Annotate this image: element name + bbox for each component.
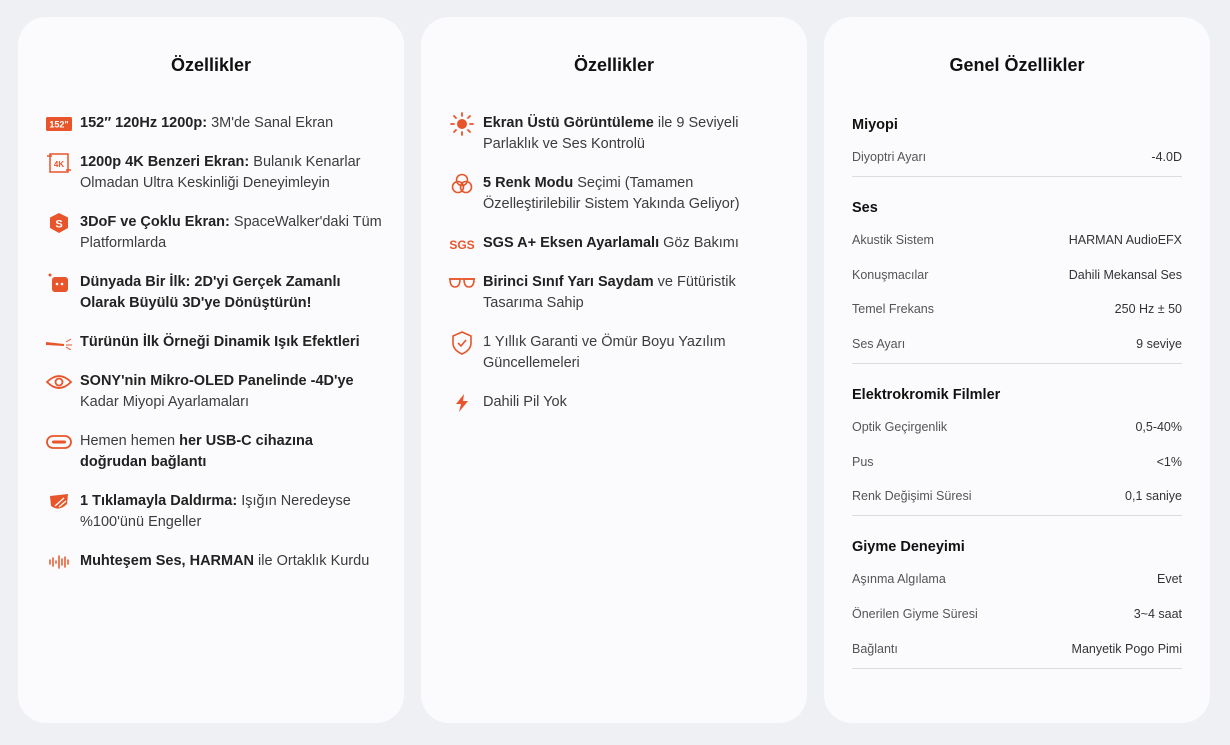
spec-row	[852, 481, 1182, 515]
screen-152-icon	[46, 113, 72, 134]
spec-label: Pus	[852, 454, 874, 469]
feature-text: ile Ortaklık Kurdu	[254, 553, 370, 569]
feature-bold: her USB-C cihazına doğrudan bağlantı	[80, 433, 313, 470]
spec-section-title: Giyme Deneyimi	[852, 539, 965, 556]
spec-section-title: Ses	[852, 200, 878, 216]
spec-value: HARMAN AudioEFX	[1068, 233, 1182, 247]
spec-label: Optik Geçirgenlik	[852, 420, 948, 435]
general-specs-card	[824, 17, 1210, 723]
feature-item	[46, 272, 382, 314]
features-card-1	[18, 17, 404, 723]
feature-item	[449, 392, 785, 413]
spec-section-wearing	[852, 536, 1182, 668]
feature-item	[46, 212, 382, 254]
feature-item	[449, 332, 785, 374]
feature-text: Seçimi (Tamamen Özelleştirilebilir Sistem Yakında Geliyor)	[483, 175, 740, 212]
spec-label: Bağlantı	[852, 641, 898, 656]
feature-bold: 1 Tıklamayla Daldırma:	[80, 493, 238, 509]
spec-section-audio	[852, 197, 1182, 364]
feature-bold: 3DoF ve Çoklu Ekran:	[80, 214, 230, 230]
spec-value: 0,1 saniye	[1125, 489, 1182, 504]
spec-value: <1%	[1156, 454, 1182, 469]
spec-value: 250 Hz ± 50	[1114, 302, 1182, 317]
spec-row	[852, 142, 1182, 176]
feature-item	[46, 113, 382, 134]
card-title: Özellikler	[573, 55, 655, 75]
spec-value: -4.0D	[1151, 150, 1182, 164]
dimming-lens-icon	[46, 491, 72, 512]
spec-label: Renk Değişimi Süresi	[852, 489, 972, 504]
feature-item	[46, 371, 382, 413]
spec-section-title: Miyopi	[852, 117, 898, 133]
spec-row	[852, 329, 1182, 363]
feature-item	[449, 113, 785, 155]
spec-value: Dahili Mekansal Ses	[1068, 267, 1182, 282]
feature-text: Bulanık Kenarlar Olmadan Ultra Keskinliği Deneyimleyin	[80, 154, 361, 191]
feature-item	[46, 332, 382, 353]
spec-label: Akustik Sistem	[852, 233, 934, 247]
spec-label: Önerilen Giyme Süresi	[852, 607, 978, 622]
feature-bold: Türünün İlk Örneği Dinamik Işık Efektleri	[80, 334, 360, 350]
spec-value: 3~4 saat	[1133, 607, 1182, 622]
card-title: Genel Özellikler	[949, 55, 1085, 75]
spacewalker-shield-icon	[46, 212, 72, 233]
feature-text: 1 Yıllık Garanti ve Ömür Boyu Yazılım Güncellemeleri	[483, 334, 726, 371]
spec-row	[852, 599, 1182, 634]
light-effect-icon	[46, 332, 72, 353]
feature-item	[449, 272, 785, 314]
spec-table	[852, 114, 1182, 689]
feature-item	[46, 431, 382, 473]
svg-text:S: S	[55, 218, 63, 230]
lightning-icon	[449, 392, 475, 413]
spec-section-myopia	[852, 114, 1182, 177]
sgs-icon	[449, 233, 475, 254]
spec-value: 0,5-40%	[1135, 420, 1182, 435]
spec-section-electrochromic	[852, 384, 1182, 516]
spec-row	[852, 447, 1182, 482]
feature-bold: Muhteşem Ses, HARMAN	[80, 553, 255, 569]
feature-bold: 152″ 120Hz 1200p:	[80, 115, 208, 131]
shield-check-icon	[449, 332, 475, 353]
feature-item	[46, 491, 382, 533]
spec-row	[852, 634, 1182, 668]
feature-item	[46, 551, 382, 572]
spec-label: Konuşmacılar	[852, 267, 929, 282]
feature-list	[46, 113, 382, 590]
feature-item	[449, 233, 785, 254]
spec-label: Aşınma Algılama	[852, 572, 946, 587]
spec-row	[852, 225, 1182, 260]
sun-brightness-icon	[449, 113, 475, 134]
card-title: Özellikler	[170, 55, 252, 75]
usb-c-icon	[46, 431, 72, 452]
feature-text: SpaceWalker'daki Tüm Platformlarda	[80, 214, 382, 251]
feature-bold: 5 Renk Modu	[483, 175, 574, 191]
sound-wave-icon	[46, 551, 72, 572]
feature-text: Göz Bakımı	[659, 235, 739, 251]
feature-bold: Ekran Üstü Görüntüleme	[483, 115, 654, 131]
feature-text: ve Fütüristik Tasarıma Sahip	[483, 274, 736, 311]
glasses-icon	[449, 272, 475, 293]
feature-item	[46, 152, 382, 194]
spec-row	[852, 564, 1182, 599]
spec-label: Temel Frekans	[852, 302, 934, 317]
spec-value: Manyetik Pogo Pimi	[1071, 641, 1182, 656]
spec-value: 9 seviye	[1136, 337, 1182, 352]
features-card-2	[421, 17, 807, 723]
feature-text: Dahili Pil Yok	[483, 394, 567, 410]
svg-text:SGS: SGS	[449, 237, 475, 252]
feature-text: ile 9 Seviyeli Parlaklık ve Ses Kontrolü	[483, 115, 739, 152]
feature-list	[449, 113, 785, 431]
feature-item	[449, 173, 785, 215]
4k-frame-icon	[46, 152, 72, 173]
feature-bold: Dünyada Bir İlk: 2D'yi Gerçek Zamanlı Olarak Büyülü 3D'ye Dönüştürün!	[80, 274, 341, 311]
feature-text: 3M'de Sanal Ekran	[207, 115, 334, 131]
spec-row	[852, 294, 1182, 329]
feature-bold: Birinci Sınıf Yarı Saydam	[483, 274, 654, 290]
spec-value: Evet	[1156, 572, 1182, 587]
spec-row	[852, 260, 1182, 295]
eye-icon	[46, 371, 72, 392]
feature-bold: SONY'nin Mikro-OLED Panelinde -4D'ye	[80, 373, 354, 389]
spec-section-title: Elektrokromik Filmler	[852, 387, 1001, 404]
feature-text: Hemen hemen	[80, 433, 180, 449]
spec-row	[852, 412, 1182, 447]
spec-label: Diyoptri Ayarı	[852, 150, 927, 164]
feature-bold: 1200p 4K Benzeri Ekran:	[80, 154, 250, 170]
2d-to-3d-icon	[46, 272, 72, 293]
svg-text:152": 152"	[49, 119, 69, 129]
color-mode-icon	[449, 173, 475, 194]
feature-text: Kadar Miyopi Ayarlamaları	[80, 394, 249, 410]
feature-bold: SGS A+ Eksen Ayarlamalı	[483, 235, 660, 251]
feature-text: Işığın Neredeyse %100'ünü Engeller	[80, 493, 351, 530]
spec-label: Ses Ayarı	[852, 337, 906, 352]
svg-text:4K: 4K	[53, 159, 65, 169]
